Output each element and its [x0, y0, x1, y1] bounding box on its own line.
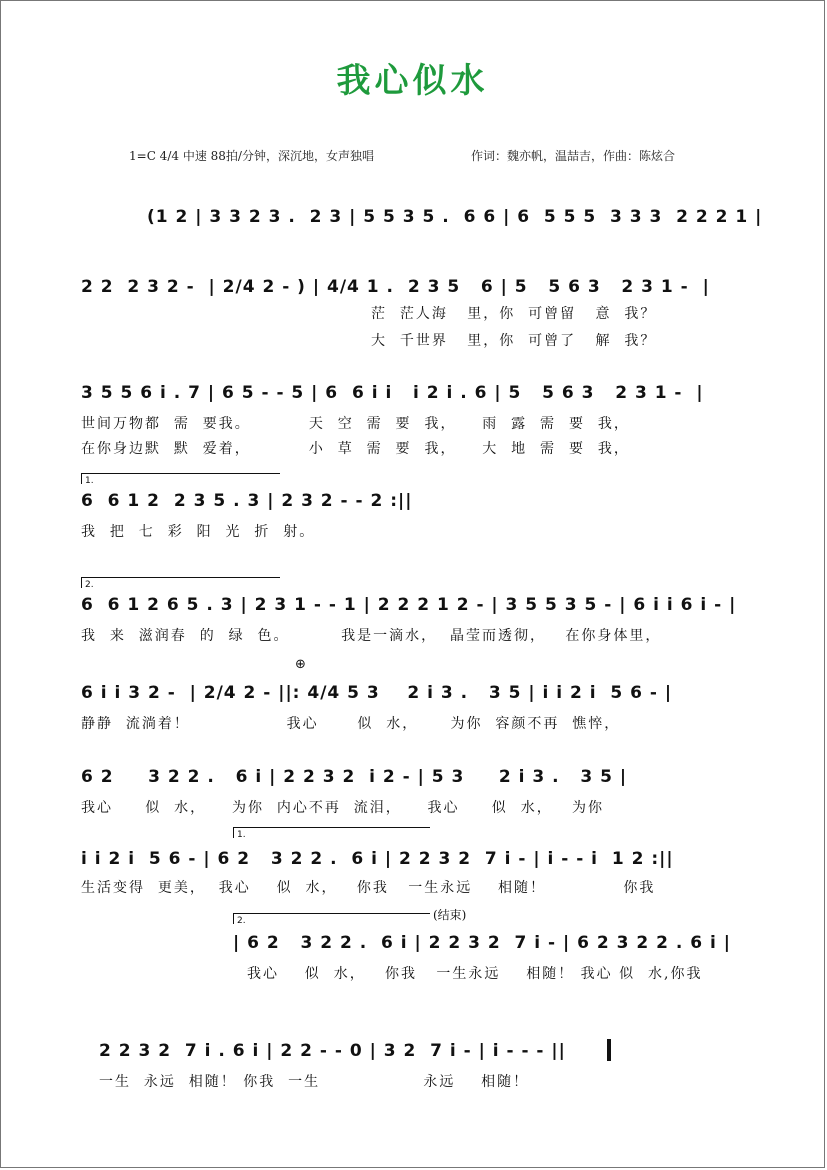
volta-1b-bracket [233, 827, 430, 838]
coda-sign-icon: ⊕ [295, 657, 306, 672]
system-9-notes: | 6 2 3 2 2 . 6 i | 2 2 3 2 7 i - | 6 2 3 2 2 . 6 i | [233, 933, 731, 953]
song-title: 我心似水 [336, 61, 489, 101]
volta-1b-label: 1. [237, 830, 246, 840]
system-4-notes: 6 6 1 2 2 3 5 . 3 | 2 3 2 - - 2 :|| [81, 491, 413, 511]
system-8-lyric: 生活变得 更美， 我心 似 水， 你我 一生永远 相随！ 你我 [81, 880, 656, 896]
system-2-lyric-2: 大 千世界 里，你 可曾了 解 我？ [371, 333, 657, 349]
volta-1-bracket [81, 473, 280, 484]
system-6-notes: 6 i i 3 2 - | 2/4 2 - ||: 4/4 5 3 2 i 3 . 3 5 | i i 2 i 5 6 - | [81, 683, 673, 703]
system-10-notes: 2 2 3 2 7 i . 6 i | 2 2 - - 0 | 3 2 7 i - | i - - - || [99, 1041, 566, 1061]
volta-2b-label: 2. [237, 916, 246, 926]
system-7-lyric: 我心 似 水， 为你 内心不再 流泪， 我心 似 水， 为你 [81, 800, 605, 816]
system-5-notes: 6 6 1 2 6 5 . 3 | 2 3 1 - - 1 | 2 2 2 1 2 - | 3 5 5 3 5 - | 6 i i 6 i - | [81, 595, 737, 615]
volta-2-label: 2. [85, 580, 94, 590]
system-8-notes: i i 2 i 5 6 - | 6 2 3 2 2 . 6 i | 2 2 3 2 7 i - | i - - i 1 2 :|| [81, 849, 674, 869]
end-label: (结束) [433, 908, 467, 922]
volta-2b-bracket [233, 913, 430, 924]
system-2-notes: 2 2 2 3 2 - | 2/4 2 - ) | 4/4 1 . 2 3 5 6 | 5 5 6 3 2 3 1 - | [81, 277, 710, 297]
system-3-lyric-2: 在你身边默 默 爱着， 小 草 需 要 我， 大 地 需 要 我， [81, 441, 630, 457]
system-2-lyric-1: 茫 茫人海 里，你 可曾留 意 我？ [371, 306, 657, 322]
volta-1-label: 1. [85, 476, 94, 486]
volta-2-bracket [81, 577, 280, 588]
final-barline [607, 1039, 611, 1061]
credits-info: 作词：魏亦帆，温喆吉，作曲：陈炫合 [471, 149, 676, 163]
tempo-info: 1=C 4/4 中速 88拍/分钟，深沉地，女声独唱 [129, 149, 374, 163]
system-4-lyric: 我 把 七 彩 阳 光 折 射。 [81, 524, 316, 540]
system-9-lyric: 我心 似 水， 你我 一生永远 相随！ 我心 似 水,你我 [247, 966, 703, 982]
system-5-lyric: 我 来 滋润春 的 绿 色。 我是一滴水， 晶莹而透彻， 在你身体里， [81, 628, 662, 644]
system-7-notes: 6 2 3 2 2 . 6 i | 2 2 3 2 i 2 - | 5 3 2 i 3 . 3 5 | [81, 767, 628, 787]
system-3-lyric-1: 世间万物都 需 要我。 天 空 需 要 我， 雨 露 需 要 我， [81, 416, 630, 432]
system-1-notes: (1 2 | 3 3 2 3 . 2 3 | 5 5 3 5 . 6 6 | 6 5 5 5 3 3 3 2 2 2 1 | [147, 207, 763, 227]
system-6-lyric: 静静 流淌着！ 我心 似 水， 为你 容颜不再 憔悴， [81, 716, 621, 732]
system-10-lyric: 一生 永远 相随！ 你我 一生 永远 相随！ [99, 1074, 530, 1090]
system-3-notes: 3 5 5 6 i . 7 | 6 5 - - 5 | 6 6 i i i 2 i . 6 | 5 5 6 3 2 3 1 - | [81, 383, 704, 403]
